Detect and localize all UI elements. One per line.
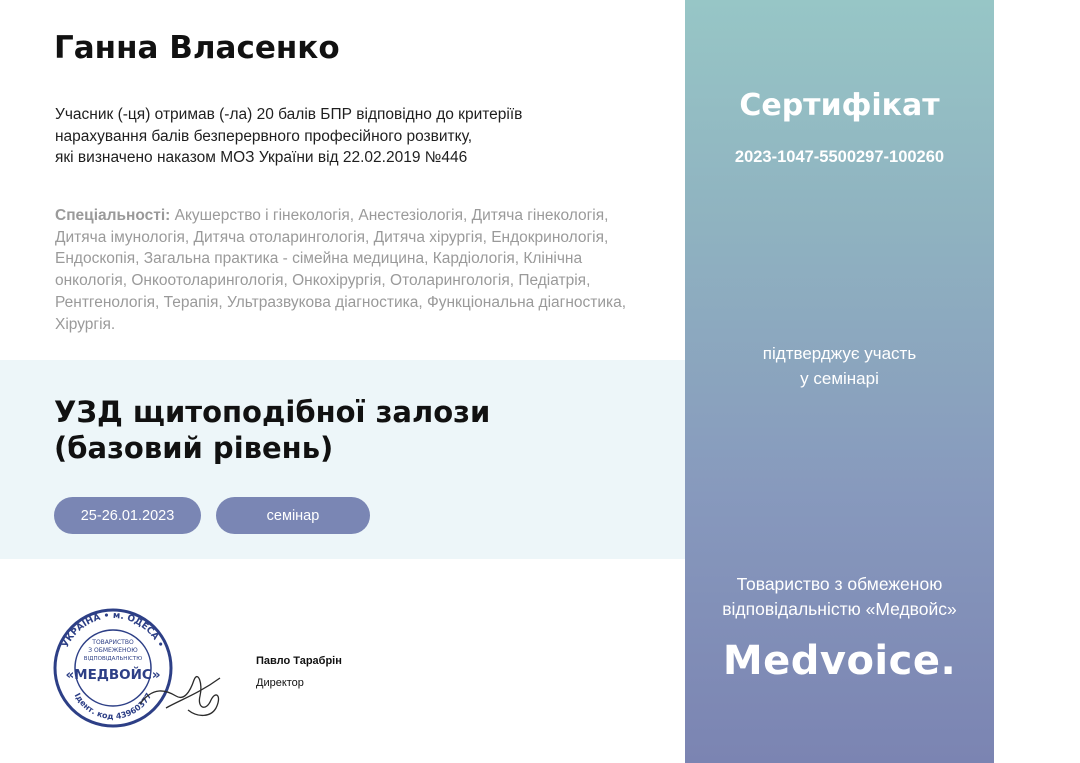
event-type-text: семінар [266, 507, 320, 524]
confirms-line: у семінарі [800, 369, 879, 388]
course-title-line: УЗД щитоподібної залози [54, 395, 491, 429]
certificate-number: 2023-1047-5500297-100260 [734, 148, 945, 166]
stamp-company-name: «МЕДВОЙС» [65, 667, 161, 683]
specialties-label: Спеціальності: [55, 207, 171, 224]
organization-name [685, 572, 994, 622]
specialties-list: Акушерство і гінекологія, Анестезіологія, Дитяча гінекологія, Дитяча імунологія, Дитяча отоларингологія, Дитяча хірургія, Ендокринологія, Ендоскопія, Загальна практика - сімейна медицина, Кардіологія, Клінічна онкологія, Онкоотоларингологія, Онкохірургія, Отоларингологія, Педіатрія, Рентгенологія, Терапія, Ультразвукова діагностика, Функціональна діагностика, Хірургія. [55, 207, 627, 333]
stamp-bottom-text: Ідент. код 43960377 [72, 691, 154, 722]
recipient-name: Ганна Власенко [54, 30, 340, 66]
confirms-participation [685, 341, 994, 391]
stamp-center-line: З ОБМЕЖЕНОЮ [88, 647, 138, 654]
event-type-pill [216, 497, 370, 534]
company-stamp [48, 604, 228, 729]
organization-line: Товариство з обмеженою [736, 574, 943, 594]
page-margin [994, 0, 1080, 763]
specialties-paragraph [55, 205, 655, 335]
signer-title: Директор [256, 677, 304, 689]
stamp-center-line: ВІДПОВІДАЛЬНІСТЮ [83, 656, 143, 662]
statement-line: Учасник (-ця) отримав (-ла) 20 балів БПР відповідно до критеріїв [55, 106, 523, 123]
date-pill [54, 497, 201, 534]
certificate-title: Сертифікат [739, 88, 940, 123]
statement-line: нарахування балів безперервного професійного розвитку, [55, 127, 473, 145]
signer-name: Павло Тарабрін [256, 655, 342, 667]
course-title [54, 394, 654, 466]
stamp-top-text: УКРАЇНА • м. ОДЕСА • [60, 610, 166, 650]
course-title-line: (базовий рівень) [54, 431, 334, 465]
date-text: 25-26.01.2023 [80, 507, 175, 524]
points-statement [55, 104, 665, 169]
medvoice-logo: Medvoice. [722, 638, 957, 684]
stamp-center-line: ТОВАРИСТВО [92, 639, 134, 646]
certificate-side-panel [685, 0, 994, 763]
organization-line: відповідальністю «Медвойс» [722, 599, 957, 619]
statement-line: які визначено наказом МОЗ України від 22.02.2019 №446 [55, 149, 468, 167]
confirms-line: підтверджує участь [762, 344, 917, 363]
